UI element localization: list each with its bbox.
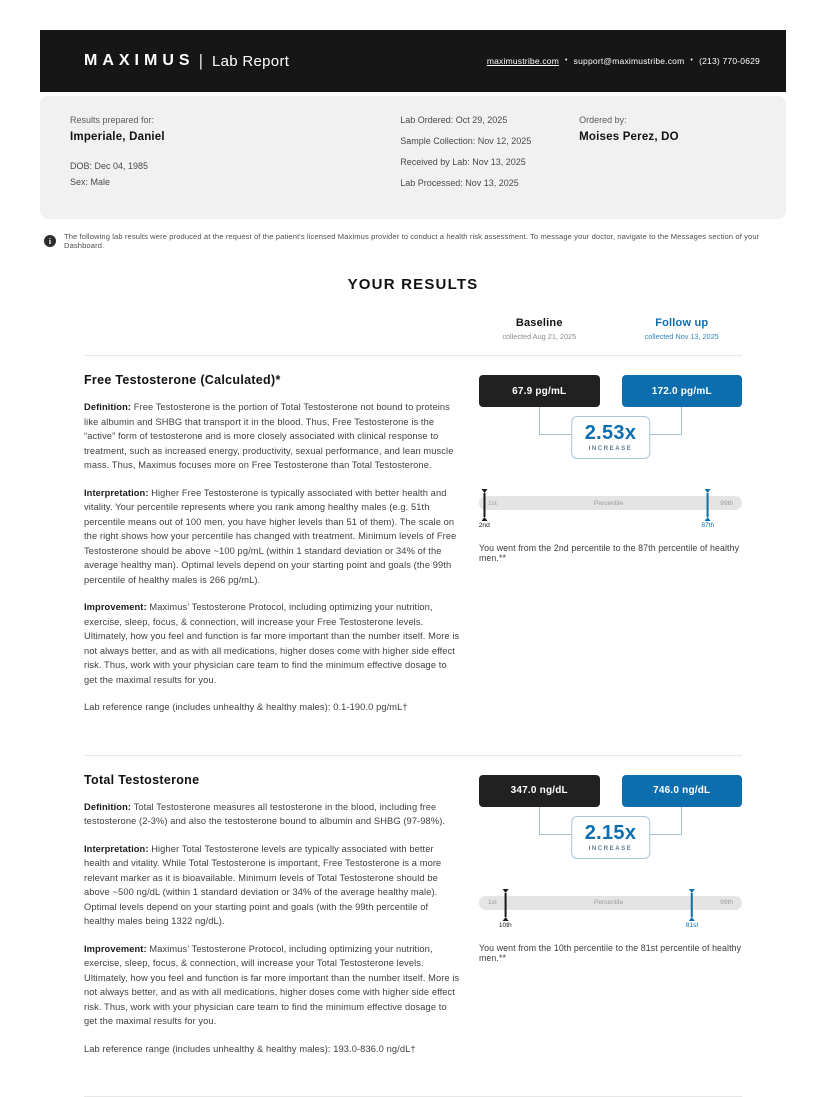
marker-arrow-up-icon	[481, 517, 487, 521]
results-area	[84, 317, 742, 1097]
definition-text: Free Testosterone is the portion of Total Testosterone not bound to proteins like albumin and SHBG that transport it in the blood. Thus, Free Testosterone is the “active” form of testosterone and is more closely associated with clinical response to treatment, such as increased energy, productivity, sexual performance, and lean muscle mass. Thus, Maximus focuses more on Free Testosterone than Total Testosterone.	[84, 402, 454, 470]
scale-center-label: Percentile	[593, 899, 624, 906]
increase-label: INCREASE	[588, 845, 633, 852]
definition-paragraph	[84, 800, 460, 829]
baseline-collected-date: collected Aug 21, 2025	[502, 332, 577, 341]
baseline-percentile-label: 10th	[498, 921, 512, 929]
lab-report-page	[40, 0, 786, 1097]
disclaimer-text: The following lab results were produced at the request of the patient's licensed Maximus provider to conduct a health risk assessment. To message your doctor, navigate to the Messages section of your Dashboard.	[64, 232, 760, 250]
scale-max-label: 99th	[720, 499, 733, 507]
interpretation-text: Higher Total Testosterone levels are typically associated with better health and vitality. While Total Testosterone is important, Free Testosterone is a more relevant marker as it is bioavailable. Minimum levels of Total Testosterone should be above ~500 ng/dL (within 1 standard deviation or 34% of the average healthy male). Optimal levels depend on your starting point and goals (with the 99th percentile of healthy males being 1322 ng/dL).	[84, 843, 442, 926]
page-title: YOUR RESULTS	[347, 276, 479, 293]
baseline-label: Baseline	[515, 317, 563, 329]
followup-column-header	[622, 317, 743, 341]
followup-percentile-marker	[686, 889, 698, 929]
marker-line	[691, 893, 693, 917]
patient-info-panel	[40, 96, 786, 219]
definition-text: Total Testosterone measures all testosterone in the blood, including free testosterone (2-3%) and also the testosterone bound to albumin and SHBG (97-98%).	[84, 801, 446, 826]
baseline-value-chip: 347.0 ng/dL	[479, 775, 600, 807]
marker-line	[504, 893, 506, 917]
followup-percentile-marker	[701, 489, 714, 529]
header-bar	[40, 30, 786, 92]
followup-value-chip: 172.0 pg/mL	[622, 375, 743, 407]
followup-percentile-label: 81st	[685, 921, 699, 929]
marker-line	[707, 493, 709, 517]
definition-label: Definition:	[84, 402, 132, 412]
followup-percentile-label: 87th	[701, 522, 715, 529]
improvement-paragraph	[84, 942, 460, 1029]
improvement-label: Improvement:	[84, 943, 147, 954]
increase-callout	[479, 807, 742, 879]
result-visual-column	[479, 773, 742, 1057]
result-visual-column	[479, 373, 742, 715]
scale-min-label: 1st	[488, 899, 497, 906]
increase-badge	[571, 816, 651, 859]
support-email: support@maximustribe.com	[573, 56, 685, 66]
lab-ordered-date: Lab Ordered: Oct 29, 2025	[400, 115, 508, 125]
patient-name: Imperiale, Daniel	[70, 131, 165, 143]
definition-paragraph	[84, 400, 460, 473]
definition-label: Definition:	[84, 801, 132, 812]
interpretation-paragraph	[84, 486, 460, 588]
contact-separator: •	[565, 56, 568, 64]
improvement-label: Improvement:	[84, 602, 147, 612]
marker-arrow-up-icon	[689, 917, 695, 921]
percentile-scale	[479, 883, 742, 931]
baseline-percentile-label: 2nd	[478, 522, 490, 529]
brand-separator: |	[198, 51, 203, 70]
ordering-provider	[579, 115, 758, 199]
lab-dates	[400, 115, 579, 199]
scale-center-label: Percentile	[593, 499, 624, 507]
lab-processed-date: Lab Processed: Nov 13, 2025	[400, 178, 519, 188]
contact-separator: •	[690, 56, 694, 64]
interpretation-paragraph	[84, 842, 460, 929]
interpretation-label: Interpretation:	[84, 487, 149, 498]
improvement-paragraph	[84, 600, 460, 687]
baseline-value-chip: 67.9 pg/mL	[479, 375, 600, 407]
result-section-total-testosterone	[84, 756, 742, 1083]
patient-identity	[70, 115, 400, 199]
increase-factor: 2.15x	[584, 821, 637, 844]
increase-factor: 2.53x	[584, 422, 637, 444]
sample-collection-date: Sample Collection: Nov 12, 2025	[400, 136, 532, 146]
improvement-text: Maximus’ Testosterone Protocol, including optimizing your nutrition, exercise, sleep, focus, & connection, will increase your Free Testosterone levels. Ultimately, how you feel and function is far more important than the number itself. More is not always better, and as with all medications, higher doses come with higher side effect risk. Thus, work with your physician care team to find the minimum effective dosage to get the maximal results for you.	[84, 602, 460, 685]
ordered-by-label: Ordered by:	[579, 115, 627, 125]
column-headers	[84, 317, 742, 341]
result-section-free-testosterone	[84, 356, 742, 741]
received-by-lab-date: Received by Lab: Nov 13, 2025	[400, 157, 526, 167]
result-title: Free Testosterone (Calculated)*	[84, 373, 281, 387]
baseline-percentile-marker	[479, 489, 490, 529]
report-type-label: Lab Report	[211, 52, 290, 70]
result-text-column	[84, 773, 460, 1057]
info-icon: i	[44, 235, 56, 247]
increase-label: INCREASE	[588, 446, 633, 452]
percentile-summary: You went from the 2nd percentile to the 87th percentile of healthy men.**	[479, 543, 740, 563]
website-link[interactable]: maximustribe.com	[486, 56, 559, 66]
marker-arrow-up-icon	[705, 517, 711, 521]
baseline-percentile-marker	[499, 889, 512, 929]
header-contact	[487, 56, 760, 66]
provider-name: Moises Perez, DO	[579, 131, 679, 143]
disclaimer-notice	[44, 232, 786, 250]
patient-sex: Sex: Male	[70, 176, 111, 187]
phone-number: (213) 770-0629	[699, 56, 760, 66]
scale-max-label: 99th	[720, 899, 733, 906]
baseline-column-header	[479, 317, 600, 341]
improvement-text: Maximus’ Testosterone Protocol, including optimizing your nutrition, exercise, sleep, focus, & connection, will increase your Total Testosterone levels. Ultimately, how you feel and function is far more important than the number itself. More is not always better, and as with all medications, higher doses come with higher side effect risk. Thus, work with your physician care team to find the minimum effective dosage to get the maximal results for you.	[84, 943, 460, 1026]
reference-range: Lab reference range (includes unhealthy & healthy males): 193.0-836.0 ng/dL†	[84, 1043, 416, 1054]
value-chips	[479, 775, 742, 807]
increase-badge	[571, 416, 651, 459]
followup-collected-date: collected Nov 13, 2025	[644, 332, 719, 341]
marker-arrow-up-icon	[502, 917, 508, 921]
scale-min-label: 1st	[488, 499, 497, 507]
increase-callout	[479, 407, 742, 479]
result-title: Total Testosterone	[84, 772, 200, 787]
value-chips	[479, 375, 742, 407]
prepared-for-label: Results prepared for:	[70, 115, 155, 125]
percentile-bar	[479, 896, 742, 910]
followup-value-chip: 746.0 ng/dL	[622, 775, 743, 807]
reference-range: Lab reference range (includes unhealthy & healthy males): 0.1-190.0 pg/mL†	[84, 702, 408, 712]
followup-label: Follow up	[655, 317, 709, 329]
percentile-summary: You went from the 10th percentile to the 81st percentile of healthy men.**	[479, 942, 742, 963]
interpretation-text: Higher Free Testosterone is typically associated with better health and vitality. Your percentile represents where you rank among healthy males (e.g. 51th percentile means out of 100 men, you have higher levels than 51 of them). The scale on the right shows how your percentile has changed with treatment. Minimum levels of Free Testosterone should be above ~100 pg/mL (within 1 standard deviation or 34% of the average healthy man). Optimal levels depend on your starting point and goals (the 99th percentile of healthy males is 266 pg/mL).	[84, 487, 457, 585]
patient-dob: DOB: Dec 04, 1985	[70, 161, 149, 171]
marker-line	[483, 493, 485, 517]
brand-logo: MAXIMUS	[84, 52, 195, 69]
brand	[84, 51, 289, 71]
interpretation-label: Interpretation:	[84, 843, 149, 854]
percentile-scale	[479, 483, 742, 531]
result-text-column	[84, 373, 460, 715]
